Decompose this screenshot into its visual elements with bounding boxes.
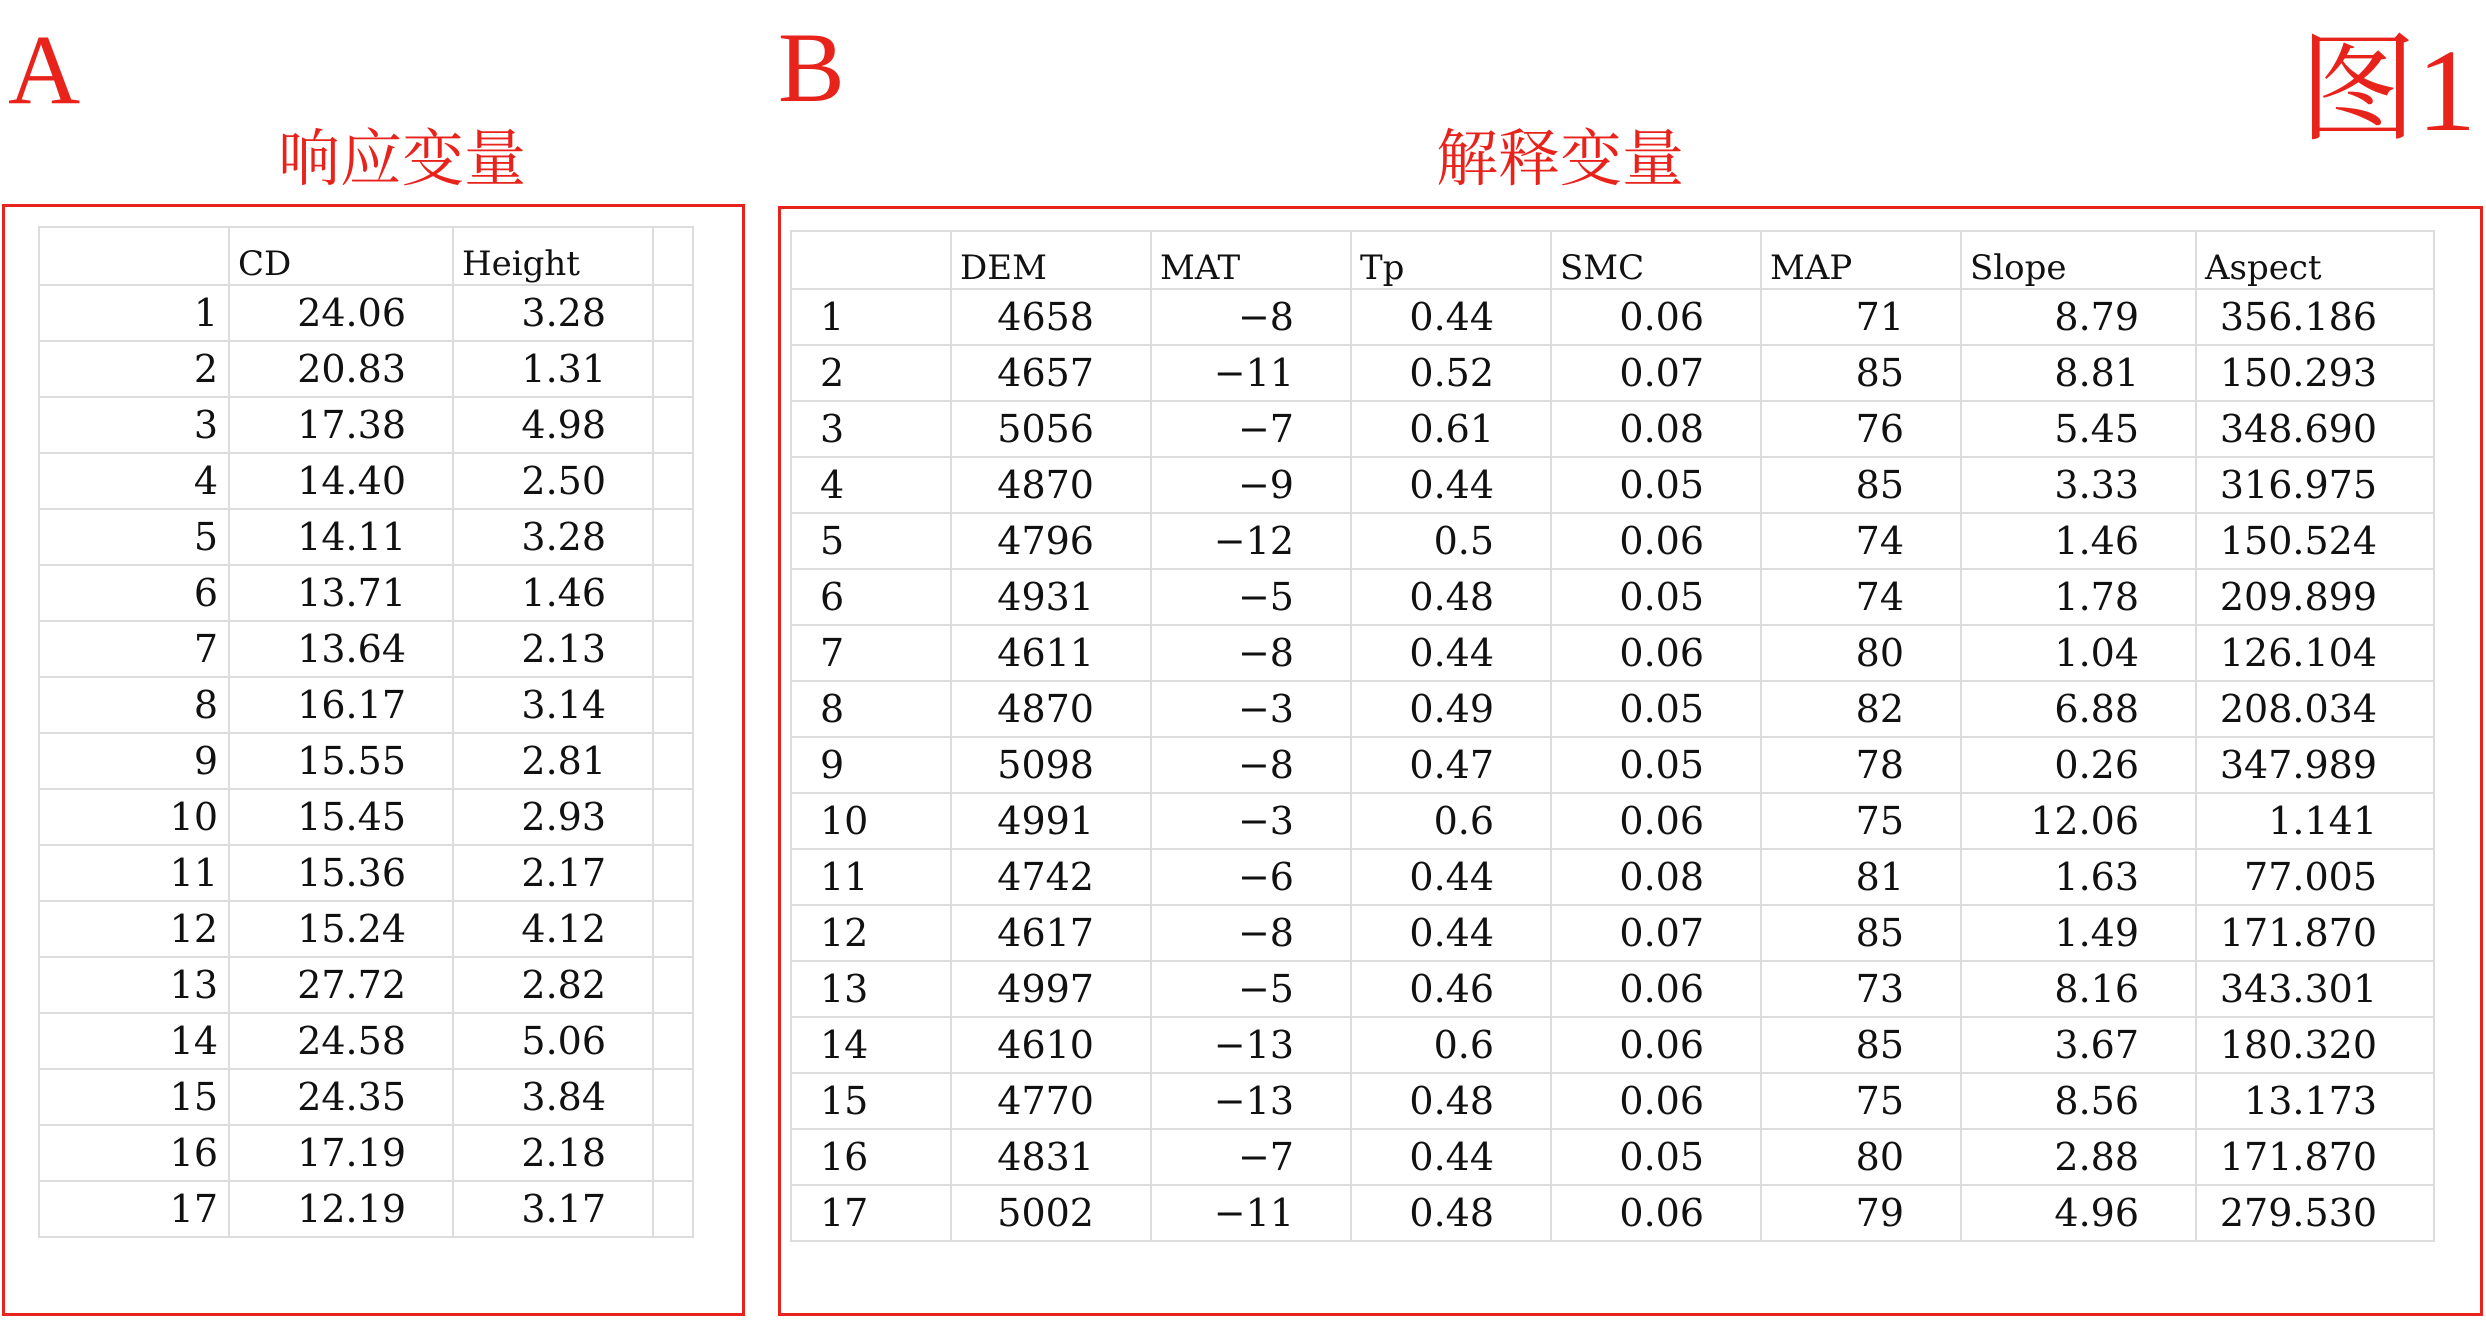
row-index: 3 xyxy=(791,401,951,457)
table-cell: 0.6 xyxy=(1351,1017,1551,1073)
table-cell: 2.82 xyxy=(453,957,653,1013)
table-cell: 180.320 xyxy=(2196,1017,2434,1073)
row-index: 8 xyxy=(39,677,229,733)
column-header xyxy=(791,231,951,289)
table-cell: 0.26 xyxy=(1961,737,2196,793)
table-cell: 13.71 xyxy=(229,565,453,621)
table-cell: 24.58 xyxy=(229,1013,453,1069)
table-row xyxy=(39,1125,693,1181)
table-cell: −8 xyxy=(1151,737,1351,793)
table-cell: 3.28 xyxy=(453,509,653,565)
table-cell: −5 xyxy=(1151,961,1351,1017)
table-cell: 76 xyxy=(1761,401,1961,457)
table-cell: 0.44 xyxy=(1351,849,1551,905)
table-row xyxy=(39,677,693,733)
table-cell: 0.44 xyxy=(1351,905,1551,961)
table-cell: 5.45 xyxy=(1961,401,2196,457)
table-cell: 1.63 xyxy=(1961,849,2196,905)
table-cell: 0.44 xyxy=(1351,625,1551,681)
table-cell: 4617 xyxy=(951,905,1151,961)
table-cell: 0.52 xyxy=(1351,345,1551,401)
row-index: 11 xyxy=(39,845,229,901)
row-index: 13 xyxy=(39,957,229,1013)
table-cell: 347.989 xyxy=(2196,737,2434,793)
table-cell: 15.45 xyxy=(229,789,453,845)
table-cell: 3.17 xyxy=(453,1181,653,1237)
empty-cell xyxy=(653,621,693,677)
table-cell: −5 xyxy=(1151,569,1351,625)
row-index: 14 xyxy=(791,1017,951,1073)
table-row xyxy=(39,845,693,901)
table-cell: 2.17 xyxy=(453,845,653,901)
panel-b-letter: B xyxy=(778,12,845,123)
table-cell: 3.28 xyxy=(453,285,653,341)
table-cell: 0.48 xyxy=(1351,569,1551,625)
table-cell: 3.67 xyxy=(1961,1017,2196,1073)
row-index: 15 xyxy=(791,1073,951,1129)
panel-a-letter: A xyxy=(8,14,81,125)
column-header: MAP xyxy=(1761,231,1961,289)
table-cell: 1.46 xyxy=(453,565,653,621)
table-cell: 82 xyxy=(1761,681,1961,737)
table-row xyxy=(791,737,2434,793)
table-cell: 1.141 xyxy=(2196,793,2434,849)
table-cell: 4742 xyxy=(951,849,1151,905)
table-cell: 2.50 xyxy=(453,453,653,509)
row-index: 14 xyxy=(39,1013,229,1069)
table-cell: 0.44 xyxy=(1351,457,1551,513)
panel-b-subtitle: 解释变量 xyxy=(1436,122,1685,195)
table-cell: 27.72 xyxy=(229,957,453,1013)
table-cell: 348.690 xyxy=(2196,401,2434,457)
table-cell: 8.79 xyxy=(1961,289,2196,345)
table-cell: 0.5 xyxy=(1351,513,1551,569)
table-cell: 80 xyxy=(1761,625,1961,681)
table-cell: −3 xyxy=(1151,793,1351,849)
empty-cell xyxy=(653,789,693,845)
empty-cell xyxy=(653,565,693,621)
table-cell: 8.56 xyxy=(1961,1073,2196,1129)
table-cell: 4770 xyxy=(951,1073,1151,1129)
row-index: 6 xyxy=(39,565,229,621)
table-cell: 0.6 xyxy=(1351,793,1551,849)
table-cell: −13 xyxy=(1151,1017,1351,1073)
table-cell: 4796 xyxy=(951,513,1151,569)
row-index: 4 xyxy=(39,453,229,509)
panel-a-subtitle: 响应变量 xyxy=(278,122,527,195)
row-index: 7 xyxy=(791,625,951,681)
row-index: 9 xyxy=(39,733,229,789)
row-index: 2 xyxy=(791,345,951,401)
table-cell: 2.13 xyxy=(453,621,653,677)
table-cell: 0.06 xyxy=(1551,1073,1761,1129)
row-index: 3 xyxy=(39,397,229,453)
header-row xyxy=(39,227,693,285)
table-cell: 2.88 xyxy=(1961,1129,2196,1185)
table-row xyxy=(791,1129,2434,1185)
column-header: Slope xyxy=(1961,231,2196,289)
table-cell: −8 xyxy=(1151,905,1351,961)
row-index: 13 xyxy=(791,961,951,1017)
table-row xyxy=(39,957,693,1013)
table-cell: 0.05 xyxy=(1551,569,1761,625)
table-cell: 85 xyxy=(1761,457,1961,513)
table-cell: 4657 xyxy=(951,345,1151,401)
empty-cell xyxy=(653,341,693,397)
table-row xyxy=(791,513,2434,569)
table-cell: 4.98 xyxy=(453,397,653,453)
table-row xyxy=(791,905,2434,961)
table-cell: 13.173 xyxy=(2196,1073,2434,1129)
table-cell: −11 xyxy=(1151,1185,1351,1241)
table-cell: 171.870 xyxy=(2196,905,2434,961)
table-row xyxy=(791,849,2434,905)
table-cell: 20.83 xyxy=(229,341,453,397)
table-cell: 0.06 xyxy=(1551,1017,1761,1073)
table-cell: 24.35 xyxy=(229,1069,453,1125)
table-cell: 81 xyxy=(1761,849,1961,905)
table-cell: 77.005 xyxy=(2196,849,2434,905)
response-variables-table xyxy=(38,226,694,1238)
table-cell: 208.034 xyxy=(2196,681,2434,737)
table-cell: 13.64 xyxy=(229,621,453,677)
table-cell: 279.530 xyxy=(2196,1185,2434,1241)
table-cell: 209.899 xyxy=(2196,569,2434,625)
empty-cell xyxy=(653,227,693,285)
empty-cell xyxy=(653,845,693,901)
table-cell: 75 xyxy=(1761,793,1961,849)
table-cell: 5098 xyxy=(951,737,1151,793)
table-row xyxy=(39,621,693,677)
table-cell: 1.49 xyxy=(1961,905,2196,961)
table-row xyxy=(791,569,2434,625)
table-cell: 4611 xyxy=(951,625,1151,681)
row-index: 7 xyxy=(39,621,229,677)
empty-cell xyxy=(653,1013,693,1069)
table-cell: 0.06 xyxy=(1551,961,1761,1017)
table-row xyxy=(39,1181,693,1237)
table-cell: 0.05 xyxy=(1551,1129,1761,1185)
table-cell: 4610 xyxy=(951,1017,1151,1073)
table-cell: 0.06 xyxy=(1551,625,1761,681)
empty-cell xyxy=(653,285,693,341)
table-cell: 2.18 xyxy=(453,1125,653,1181)
table-cell: 74 xyxy=(1761,569,1961,625)
table-row xyxy=(39,1069,693,1125)
row-index: 12 xyxy=(39,901,229,957)
table-cell: −11 xyxy=(1151,345,1351,401)
table-cell: 17.38 xyxy=(229,397,453,453)
table-cell: 75 xyxy=(1761,1073,1961,1129)
table-cell: 6.88 xyxy=(1961,681,2196,737)
table-cell: 85 xyxy=(1761,345,1961,401)
table-row xyxy=(791,961,2434,1017)
row-index: 6 xyxy=(791,569,951,625)
table-cell: 85 xyxy=(1761,905,1961,961)
table-cell: 0.05 xyxy=(1551,681,1761,737)
table-cell: 3.14 xyxy=(453,677,653,733)
table-cell: 4658 xyxy=(951,289,1151,345)
table-row xyxy=(39,733,693,789)
table-cell: 4870 xyxy=(951,457,1151,513)
table-cell: 12.19 xyxy=(229,1181,453,1237)
table-cell: 12.06 xyxy=(1961,793,2196,849)
table-cell: 0.46 xyxy=(1351,961,1551,1017)
table-cell: 356.186 xyxy=(2196,289,2434,345)
table-row xyxy=(39,789,693,845)
table-cell: 15.36 xyxy=(229,845,453,901)
table-cell: 71 xyxy=(1761,289,1961,345)
column-header xyxy=(39,227,229,285)
table-row xyxy=(39,285,693,341)
table-cell: 85 xyxy=(1761,1017,1961,1073)
row-index: 16 xyxy=(39,1125,229,1181)
table-cell: 5.06 xyxy=(453,1013,653,1069)
table-row xyxy=(39,1013,693,1069)
table-cell: 0.05 xyxy=(1551,737,1761,793)
column-header: Height xyxy=(453,227,653,285)
table-cell: 4.12 xyxy=(453,901,653,957)
empty-cell xyxy=(653,1181,693,1237)
table-cell: 0.06 xyxy=(1551,793,1761,849)
table-cell: −8 xyxy=(1151,625,1351,681)
column-header: Tp xyxy=(1351,231,1551,289)
table-cell: 15.24 xyxy=(229,901,453,957)
table-row xyxy=(39,397,693,453)
empty-cell xyxy=(653,901,693,957)
table-cell: 150.524 xyxy=(2196,513,2434,569)
table-cell: 74 xyxy=(1761,513,1961,569)
row-index: 17 xyxy=(791,1185,951,1241)
header-row xyxy=(791,231,2434,289)
table-cell: 0.61 xyxy=(1351,401,1551,457)
row-index: 1 xyxy=(791,289,951,345)
table-row xyxy=(39,453,693,509)
empty-cell xyxy=(653,453,693,509)
table-cell: 2.81 xyxy=(453,733,653,789)
explanatory-variables-table xyxy=(790,230,2435,1242)
table-cell: −8 xyxy=(1151,289,1351,345)
table-cell: 8.81 xyxy=(1961,345,2196,401)
table-cell: 0.44 xyxy=(1351,289,1551,345)
table-cell: 150.293 xyxy=(2196,345,2434,401)
table-cell: 4991 xyxy=(951,793,1151,849)
empty-cell xyxy=(653,733,693,789)
table-row xyxy=(791,1017,2434,1073)
empty-cell xyxy=(653,397,693,453)
row-index: 15 xyxy=(39,1069,229,1125)
table-cell: −3 xyxy=(1151,681,1351,737)
row-index: 10 xyxy=(791,793,951,849)
table-cell: 0.05 xyxy=(1551,457,1761,513)
row-index: 10 xyxy=(39,789,229,845)
table-cell: 0.48 xyxy=(1351,1185,1551,1241)
table-cell: 1.04 xyxy=(1961,625,2196,681)
row-index: 16 xyxy=(791,1129,951,1185)
table-cell: 2.93 xyxy=(453,789,653,845)
table-cell: 343.301 xyxy=(2196,961,2434,1017)
table-cell: 73 xyxy=(1761,961,1961,1017)
table-cell: 80 xyxy=(1761,1129,1961,1185)
table-row xyxy=(791,289,2434,345)
table-cell: −13 xyxy=(1151,1073,1351,1129)
table-cell: 1.46 xyxy=(1961,513,2196,569)
table-row xyxy=(39,341,693,397)
column-header: MAT xyxy=(1151,231,1351,289)
row-index: 1 xyxy=(39,285,229,341)
empty-cell xyxy=(653,1069,693,1125)
empty-cell xyxy=(653,957,693,1013)
table-row xyxy=(791,625,2434,681)
table-cell: −7 xyxy=(1151,401,1351,457)
table-row xyxy=(791,345,2434,401)
table-cell: 4.96 xyxy=(1961,1185,2196,1241)
row-index: 8 xyxy=(791,681,951,737)
row-index: 4 xyxy=(791,457,951,513)
table-cell: 14.11 xyxy=(229,509,453,565)
table-row xyxy=(39,565,693,621)
empty-cell xyxy=(653,1125,693,1181)
row-index: 2 xyxy=(39,341,229,397)
row-index: 5 xyxy=(39,509,229,565)
table-cell: 8.16 xyxy=(1961,961,2196,1017)
table-cell: −7 xyxy=(1151,1129,1351,1185)
table-cell: −12 xyxy=(1151,513,1351,569)
table-cell: 16.17 xyxy=(229,677,453,733)
table-row xyxy=(39,509,693,565)
table-row xyxy=(791,681,2434,737)
table-row xyxy=(791,1185,2434,1241)
table-cell: 4931 xyxy=(951,569,1151,625)
table-cell: 14.40 xyxy=(229,453,453,509)
table-cell: 316.975 xyxy=(2196,457,2434,513)
table-cell: 0.44 xyxy=(1351,1129,1551,1185)
figure-label: 图1 xyxy=(2298,25,2476,156)
column-header: Aspect xyxy=(2196,231,2434,289)
column-header: SMC xyxy=(1551,231,1761,289)
table-cell: 0.08 xyxy=(1551,401,1761,457)
table-cell: 0.07 xyxy=(1551,345,1761,401)
table-cell: 17.19 xyxy=(229,1125,453,1181)
table-cell: 0.49 xyxy=(1351,681,1551,737)
table-cell: 24.06 xyxy=(229,285,453,341)
table-cell: 3.33 xyxy=(1961,457,2196,513)
table-cell: 4831 xyxy=(951,1129,1151,1185)
table-cell: 78 xyxy=(1761,737,1961,793)
row-index: 5 xyxy=(791,513,951,569)
table-cell: −9 xyxy=(1151,457,1351,513)
table-cell: 0.06 xyxy=(1551,289,1761,345)
row-index: 9 xyxy=(791,737,951,793)
empty-cell xyxy=(653,677,693,733)
table-cell: 15.55 xyxy=(229,733,453,789)
table-cell: −6 xyxy=(1151,849,1351,905)
table-row xyxy=(39,901,693,957)
table-cell: 5056 xyxy=(951,401,1151,457)
table-cell: 5002 xyxy=(951,1185,1151,1241)
table-cell: 79 xyxy=(1761,1185,1961,1241)
table-row xyxy=(791,401,2434,457)
row-index: 17 xyxy=(39,1181,229,1237)
table-cell: 4997 xyxy=(951,961,1151,1017)
table-cell: 171.870 xyxy=(2196,1129,2434,1185)
table-cell: 1.78 xyxy=(1961,569,2196,625)
table-cell: 0.08 xyxy=(1551,849,1761,905)
column-header: DEM xyxy=(951,231,1151,289)
table-cell: 0.06 xyxy=(1551,513,1761,569)
table-cell: 0.06 xyxy=(1551,1185,1761,1241)
column-header: CD xyxy=(229,227,453,285)
table-cell: 1.31 xyxy=(453,341,653,397)
table-cell: 4870 xyxy=(951,681,1151,737)
table-cell: 126.104 xyxy=(2196,625,2434,681)
table-cell: 0.47 xyxy=(1351,737,1551,793)
empty-cell xyxy=(653,509,693,565)
table-row xyxy=(791,1073,2434,1129)
table-row xyxy=(791,793,2434,849)
row-index: 12 xyxy=(791,905,951,961)
row-index: 11 xyxy=(791,849,951,905)
table-row xyxy=(791,457,2434,513)
table-cell: 0.48 xyxy=(1351,1073,1551,1129)
table-cell: 0.07 xyxy=(1551,905,1761,961)
table-cell: 3.84 xyxy=(453,1069,653,1125)
